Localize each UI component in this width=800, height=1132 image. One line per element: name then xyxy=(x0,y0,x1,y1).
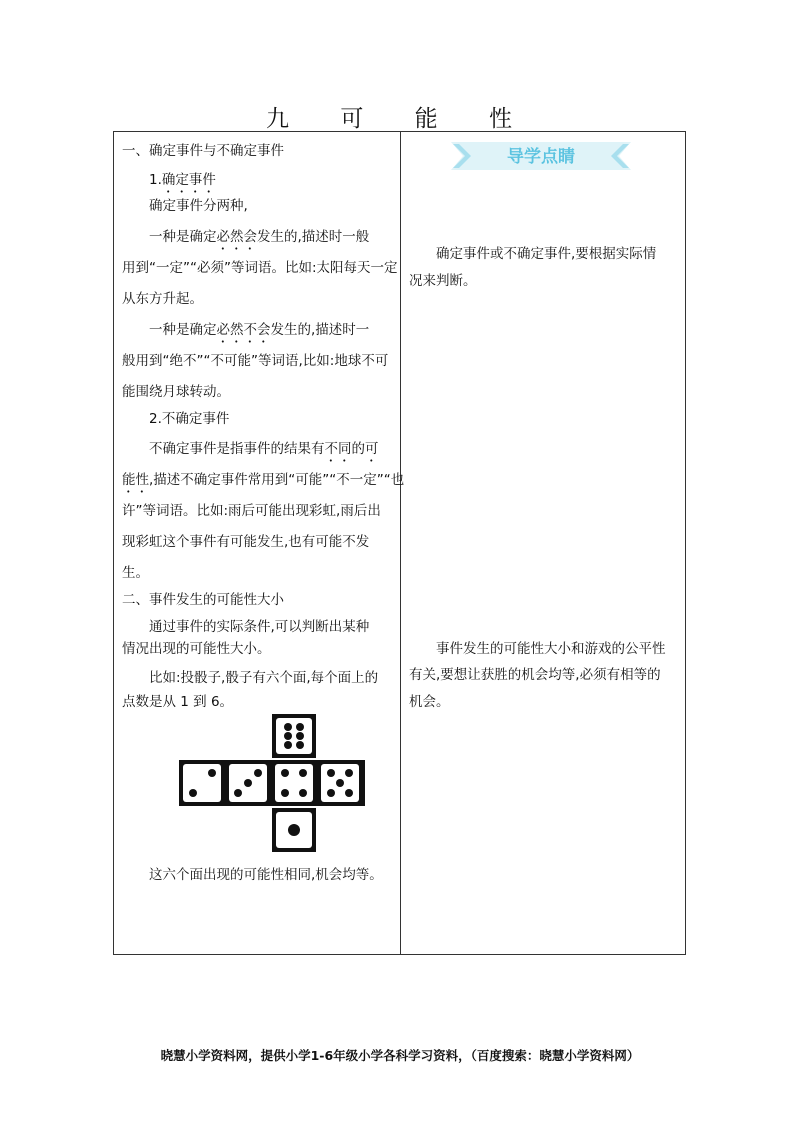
para6-line2: 点数是从 1 到 6。 xyxy=(122,694,234,710)
banner-label: 导学点睛 xyxy=(507,147,575,167)
column-divider xyxy=(400,132,401,954)
para4-line3: 许”等词语。比如:雨后可能出现彩虹,雨后出 xyxy=(122,503,381,519)
sub2-heading: 2.不确定事件 xyxy=(149,411,230,427)
para5-line1: 通过事件的实际条件,可以判断出某种 xyxy=(149,619,370,635)
die-face-six xyxy=(272,714,316,758)
note2-line3: 机会。 xyxy=(409,694,450,710)
para2-line3: 从东方升起。 xyxy=(122,291,203,307)
die-face-five xyxy=(321,764,359,802)
footer-text: 晓慧小学资料网，提供小学1-6年级小学各科学习资料，（百度搜索：晓慧小学资料网） xyxy=(160,1048,640,1063)
para2-line2: 用到“一定”“必须”等词语。比如:太阳每天一定 xyxy=(122,260,398,276)
sub1-heading: 1.确定事件 xyxy=(149,172,216,188)
note1-line2: 况来判断。 xyxy=(409,273,477,289)
die-face-one xyxy=(272,808,316,852)
note2-line2: 有关,要想让获胜的机会均等,必须有相等的 xyxy=(409,667,661,683)
para4-line2: 能性,描述不确定事件常用到“可能”“不一定”“也 xyxy=(122,472,405,488)
para5-line2: 情况出现的可能性大小。 xyxy=(122,641,271,657)
para4-line5: 生。 xyxy=(122,565,149,581)
para6-line1: 比如:投骰子,骰子有六个面,每个面上的 xyxy=(149,670,379,686)
section2-heading: 二、事件发生的可能性大小 xyxy=(122,592,284,608)
para3-line2: 般用到“绝不”“不可能”等词语,比如:地球不可 xyxy=(122,353,389,369)
note2-line1: 事件发生的可能性大小和游戏的公平性 xyxy=(436,641,666,657)
para1: 确定事件分两种, xyxy=(149,198,248,214)
para3-line1: 一种是确定必然不会发生的,描述时一 xyxy=(149,322,370,338)
die-face-three xyxy=(229,764,267,802)
banner-ribbon xyxy=(451,140,631,172)
content-table xyxy=(113,131,686,955)
dice-net-illustration xyxy=(179,714,365,854)
para7: 这六个面出现的可能性相同,机会均等。 xyxy=(149,867,383,883)
section1-heading: 一、确定事件与不确定事件 xyxy=(122,143,284,159)
para4-line4: 现彩虹这个事件有可能发生,也有可能不发 xyxy=(122,534,370,550)
page-title: 九 可 能 性 xyxy=(266,106,534,132)
para4-line1: 不确定事件是指事件的结果有不同的可 xyxy=(149,441,379,457)
para2-line1: 一种是确定必然会发生的,描述时一般 xyxy=(149,229,370,245)
die-face-two xyxy=(183,764,221,802)
die-face-four xyxy=(275,764,313,802)
para3-line3: 能围绕月球转动。 xyxy=(122,384,230,400)
note1-line1: 确定事件或不确定事件,要根据实际情 xyxy=(436,246,657,262)
